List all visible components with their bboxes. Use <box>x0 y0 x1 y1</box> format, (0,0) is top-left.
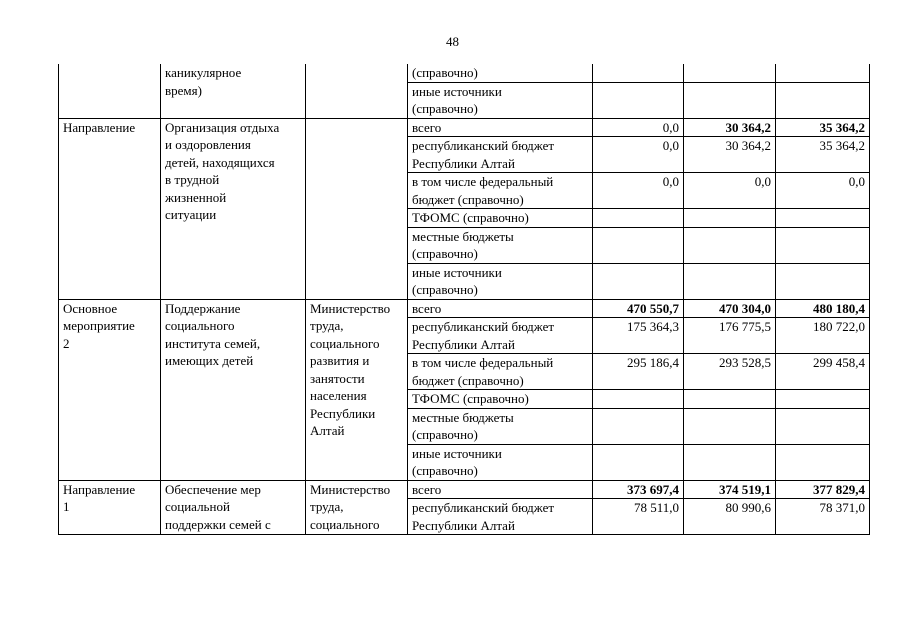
amount-cell-year-2: 30 364,2 <box>684 118 776 137</box>
amount-cell-year-2 <box>684 227 776 263</box>
amount-cell-year-2: 0,0 <box>684 173 776 209</box>
amount-cell-year-3: 35 364,2 <box>776 137 870 173</box>
funding-source-cell: в том числе федеральный бюджет (справочно) <box>408 173 593 209</box>
amount-cell-year-3 <box>776 408 870 444</box>
funding-source-cell: всего <box>408 118 593 137</box>
amount-cell-year-1 <box>593 209 684 228</box>
executor-cell <box>306 118 408 299</box>
amount-cell-year-1: 0,0 <box>593 137 684 173</box>
funding-source-cell: ТФОМС (справочно) <box>408 390 593 409</box>
amount-cell-year-2: 30 364,2 <box>684 137 776 173</box>
amount-cell-year-3 <box>776 390 870 409</box>
amount-cell-year-3 <box>776 209 870 228</box>
amount-cell-year-1 <box>593 390 684 409</box>
funding-source-cell: в том числе федеральный бюджет (справочно) <box>408 354 593 390</box>
amount-cell-year-3: 78 371,0 <box>776 499 870 535</box>
amount-cell-year-1: 175 364,3 <box>593 318 684 354</box>
amount-cell-year-2: 374 519,1 <box>684 480 776 499</box>
measure-name-cell: Поддержание социального института семей, имеющих детей <box>161 299 306 480</box>
amount-cell-year-3: 377 829,4 <box>776 480 870 499</box>
measure-type-cell: Направление 1 <box>59 480 161 535</box>
measure-type-cell: Основное мероприятие 2 <box>59 299 161 480</box>
measure-name-cell: Организация отдыха и оздоровления детей, находящихся в трудной жизненной ситуации <box>161 118 306 299</box>
amount-cell-year-3: 299 458,4 <box>776 354 870 390</box>
page-number: 48 <box>446 34 459 49</box>
amount-cell-year-1 <box>593 263 684 299</box>
funding-source-cell: всего <box>408 480 593 499</box>
table-row <box>59 480 870 499</box>
amount-cell-year-2 <box>684 82 776 118</box>
amount-cell-year-1 <box>593 408 684 444</box>
table-row <box>59 299 870 318</box>
amount-cell-year-3 <box>776 227 870 263</box>
funding-source-cell: местные бюджеты (справочно) <box>408 408 593 444</box>
amount-cell-year-1 <box>593 82 684 118</box>
amount-cell-year-3: 180 722,0 <box>776 318 870 354</box>
funding-source-cell: иные источники (справочно) <box>408 444 593 480</box>
amount-cell-year-3: 0,0 <box>776 173 870 209</box>
funding-source-cell: иные источники (справочно) <box>408 263 593 299</box>
funding-source-cell: республиканский бюджет Республики Алтай <box>408 318 593 354</box>
amount-cell-year-1: 78 511,0 <box>593 499 684 535</box>
amount-cell-year-1 <box>593 227 684 263</box>
amount-cell-year-3 <box>776 263 870 299</box>
amount-cell-year-1: 0,0 <box>593 173 684 209</box>
funding-source-cell: ТФОМС (справочно) <box>408 209 593 228</box>
amount-cell-year-3 <box>776 444 870 480</box>
amount-cell-year-2 <box>684 263 776 299</box>
table-row <box>59 118 870 137</box>
amount-cell-year-1: 373 697,4 <box>593 480 684 499</box>
funding-source-cell: иные источники (справочно) <box>408 82 593 118</box>
amount-cell-year-1 <box>593 444 684 480</box>
measure-type-cell: Направление <box>59 118 161 299</box>
funding-source-cell: всего <box>408 299 593 318</box>
amount-cell-year-2 <box>684 444 776 480</box>
amount-cell-year-3: 480 180,4 <box>776 299 870 318</box>
executor-cell <box>306 64 408 118</box>
executor-cell: Министерство труда, социального развития и занятости населения Республики Алтай <box>306 299 408 480</box>
amount-cell-year-2: 470 304,0 <box>684 299 776 318</box>
amount-cell-year-2: 293 528,5 <box>684 354 776 390</box>
budget-table <box>58 64 870 535</box>
funding-source-cell: республиканский бюджет Республики Алтай <box>408 499 593 535</box>
amount-cell-year-1 <box>593 64 684 82</box>
amount-cell-year-2 <box>684 64 776 82</box>
amount-cell-year-1: 470 550,7 <box>593 299 684 318</box>
amount-cell-year-2: 80 990,6 <box>684 499 776 535</box>
measure-type-cell <box>59 64 161 118</box>
amount-cell-year-1: 0,0 <box>593 118 684 137</box>
table-row <box>59 64 870 82</box>
amount-cell-year-3: 35 364,2 <box>776 118 870 137</box>
amount-cell-year-2 <box>684 408 776 444</box>
measure-name-cell: каникулярное время) <box>161 64 306 118</box>
funding-source-cell: (справочно) <box>408 64 593 82</box>
measure-name-cell: Обеспечение мер социальной поддержки семей с <box>161 480 306 535</box>
amount-cell-year-3 <box>776 64 870 82</box>
amount-cell-year-3 <box>776 82 870 118</box>
amount-cell-year-2: 176 775,5 <box>684 318 776 354</box>
amount-cell-year-2 <box>684 390 776 409</box>
funding-source-cell: местные бюджеты (справочно) <box>408 227 593 263</box>
amount-cell-year-2 <box>684 209 776 228</box>
amount-cell-year-1: 295 186,4 <box>593 354 684 390</box>
executor-cell: Министерство труда, социального <box>306 480 408 535</box>
funding-source-cell: республиканский бюджет Республики Алтай <box>408 137 593 173</box>
